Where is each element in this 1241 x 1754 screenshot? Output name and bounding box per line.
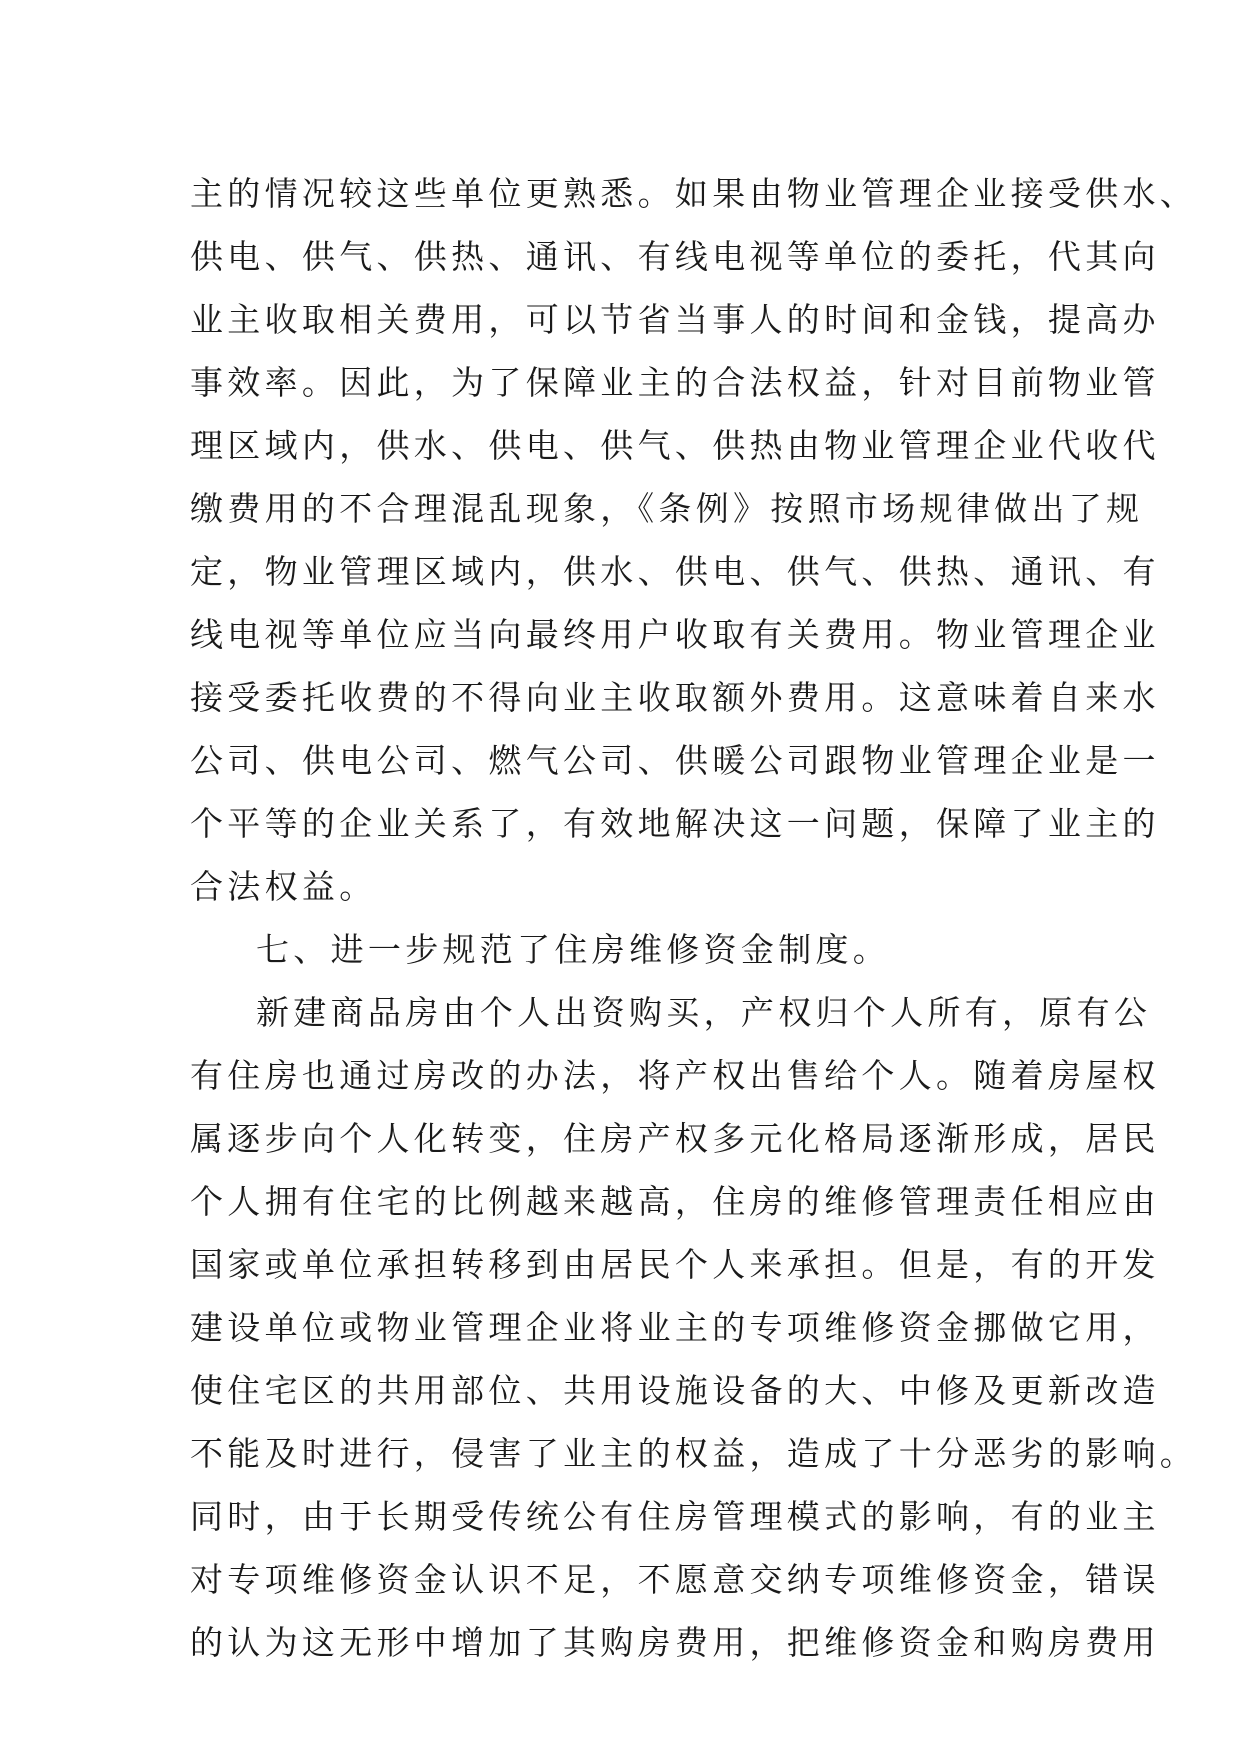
text-line: 的认为这无形中增加了其购房费用，把维修资金和购房费用 [190,1623,1160,1662]
body-text [190,162,1198,1674]
text-line: 有住房也通过房改的办法，将产权出售给个人。随着房屋权 [190,1056,1160,1095]
text-line: 公司、供电公司、燃气公司、供暖公司跟物业管理企业是一 [190,741,1160,780]
text-line: 主的情况较这些单位更熟悉。如果由物业管理企业接受供水、 [190,174,1198,213]
text-line: 建设单位或物业管理企业将业主的专项维修资金挪做它用， [190,1308,1160,1347]
text-line: 不能及时进行，侵害了业主的权益，造成了十分恶劣的影响。 [190,1434,1198,1473]
text-line: 供电、供气、供热、通讯、有线电视等单位的委托，代其向 [190,237,1160,276]
paragraph-first-line: 新建商品房由个人出资购买，产权归个人所有，原有公 [256,993,1152,1032]
text-line: 国家或单位承担转移到由居民个人来承担。但是，有的开发 [190,1245,1160,1284]
text-line: 线电视等单位应当向最终用户收取有关费用。物业管理企业 [190,615,1160,654]
text-line: 定，物业管理区域内，供水、供电、供气、供热、通讯、有 [190,552,1160,591]
text-line: 合法权益。 [190,867,377,906]
text-line: 个平等的企业关系了，有效地解决这一问题，保障了业主的 [190,804,1160,843]
text-line: 接受委托收费的不得向业主收取额外费用。这意味着自来水 [190,678,1160,717]
text-line: 同时，由于长期受传统公有住房管理模式的影响，有的业主 [190,1497,1160,1536]
text-line: 属逐步向个人化转变，住房产权多元化格局逐渐形成，居民 [190,1119,1160,1158]
text-line: 对专项维修资金认识不足，不愿意交纳专项维修资金，错误 [190,1560,1160,1599]
text-line: 个人拥有住宅的比例越来越高，住房的维修管理责任相应由 [190,1182,1160,1221]
paragraph-first-line: 七、进一步规范了住房维修资金制度。 [256,930,891,969]
text-line: 业主收取相关费用，可以节省当事人的时间和金钱，提高办 [190,300,1160,339]
text-line: 理区域内，供水、供电、供气、供热由物业管理企业代收代 [190,426,1160,465]
text-line: 事效率。因此，为了保障业主的合法权益，针对目前物业管 [190,363,1160,402]
text-line: 使住宅区的共用部位、共用设施设备的大、中修及更新改造 [190,1371,1160,1410]
text-line: 缴费用的不合理混乱现象，《条例》按照市场规律做出了规 [190,489,1144,528]
